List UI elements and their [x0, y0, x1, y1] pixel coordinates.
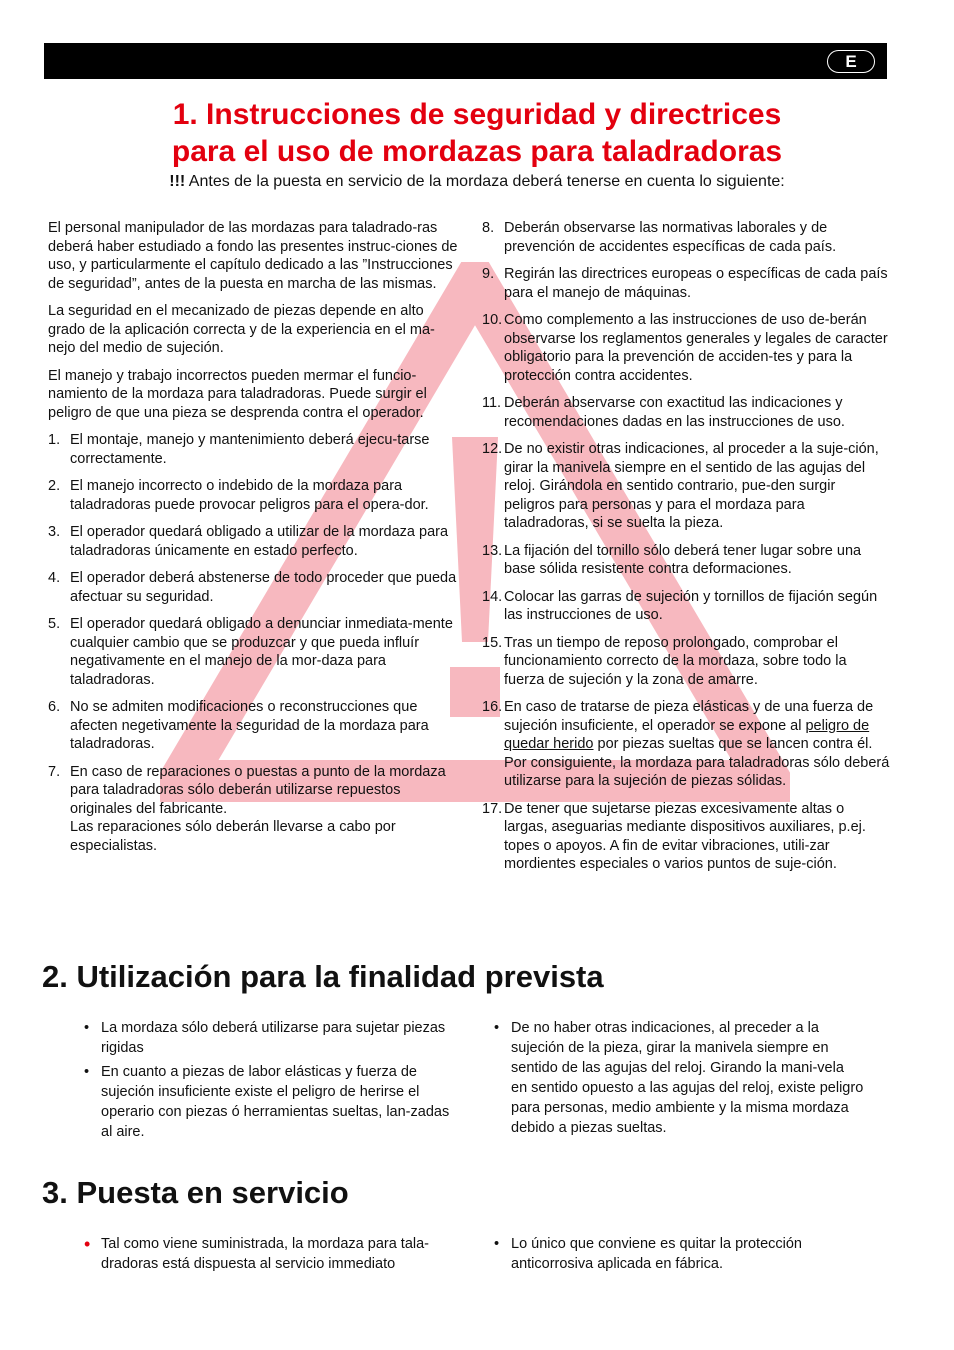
section1-title-line2: para el uso de mordazas para taladradoras — [171, 135, 783, 168]
list-item — [48, 477, 458, 514]
list-item — [482, 800, 890, 874]
bullet-item — [84, 1234, 464, 1274]
section2-left-list — [84, 1018, 464, 1146]
list-item — [482, 440, 890, 533]
item-number: 3. — [48, 524, 61, 540]
left-column — [48, 219, 458, 864]
section3-left-list — [84, 1234, 464, 1278]
item-number: 17. — [482, 800, 503, 817]
list-item — [482, 698, 890, 791]
bullet: • — [494, 1236, 500, 1252]
underlined-phrase: peligro de quedar herido — [504, 717, 870, 752]
item-text: No se admiten modificaciones o reconstrucciones que afecten negetivamente la seguridad de la mordaza para taladradoras. — [70, 699, 429, 752]
intro-note — [0, 172, 954, 192]
item-text: por piezas sueltas que se lancen contra él. Por consiguiente, la mordaza para taladradoras sólo deberá utilizarse para la sujeción de piezas sólidas. — [504, 736, 890, 789]
bullet: • — [84, 1064, 90, 1080]
item-text: El montaje, manejo y mantenimiento deberá ejecu-tarse correctamente. — [70, 432, 430, 467]
language-badge: E — [827, 50, 875, 73]
item-number: 5. — [48, 616, 61, 632]
list-item — [48, 523, 458, 560]
item-number: 9. — [482, 266, 495, 282]
list-item — [48, 431, 458, 468]
intro-text: Antes de la puesta en servicio de la mordaza deberá tenerse en cuenta lo siguiente: — [185, 173, 785, 190]
list-item — [482, 311, 890, 385]
item-text: De tener que sujetarse piezas excesivamente altas o largas, aseguarias mediante dispositivos auxiliares, p.ej. topes o apoyos. A fin de evitar vibraciones, utili-zar mordientes especiales o varios puntos de suje-ción. — [504, 800, 866, 872]
list-item — [482, 542, 890, 579]
red-bullet: • — [84, 1234, 91, 1254]
paragraph: El personal manipulador de las mordazas para taladrado-ras deberá haber estudiado a fondo las presentes instruc-ciones de uso, y particularmente el capítulo dedicado a las ”Instrucciones de seguridad”, antes de la puesta en marcha de las mismas. — [48, 220, 458, 292]
intro-mark: !!! — [169, 173, 186, 190]
item-text: En caso de reparaciones o puestas a punto de la mordaza para taladradoras sólo deberán utilizarse repuestos originales del fabricante. — [70, 763, 446, 817]
item-number: 2. — [48, 478, 61, 494]
bullet: • — [84, 1020, 90, 1036]
list-item — [48, 698, 458, 754]
list-item — [48, 615, 458, 689]
item-text: Tras un tiempo de reposo prolongado, comprobar el funcionamiento correcto de la mordaza, sobre todo la fuerza de sujeción y la zona de amarre. — [504, 634, 847, 688]
bullet-item — [84, 1062, 464, 1142]
bullet-text: Lo único que conviene es quitar la protección anticorrosiva aplicada en fábrica. — [511, 1236, 802, 1272]
item-text: El operador quedará obligado a denunciar inmediata-mente cualquier cambio que se produzcar y que pueda influír negativamente en el manejo de la mor-daza para taladradoras. — [70, 616, 453, 688]
item-text: Como complemento a las instrucciones de uso de-berán observarse los reglamentos generales y legales de caracter obligatorio para la prevención de acciden-tes y para la protección contra accidentes. — [504, 312, 888, 384]
list-item — [482, 265, 890, 302]
item-text: El manejo incorrecto o indebido de la mordaza para taladradoras puede provocar peligros para el opera-dor. — [70, 478, 429, 513]
section2-right-list — [494, 1018, 864, 1142]
item-number: 13. — [482, 542, 503, 559]
item-text: Colocar las garras de sujeción y tornillos de fijación según las instrucciones de uso. — [504, 588, 878, 623]
item-number: 15. — [482, 634, 503, 651]
item-text: Deberán abservarse con exactitud las indicaciones y recomendaciones dadas en las instrucciones de uso. — [504, 395, 845, 430]
list-item — [482, 219, 890, 256]
item-text: De no existir otras indicaciones, al proceder a la suje-ción, girar la manivela siempre en el sentido de las agujas del reloj. Girándola en sentido contrario, pue-den surgir peligros para personas y para el mordaza para taladradoras, si se suelta la pieza. — [504, 441, 879, 531]
bullet-text: La mordaza sólo deberá utilizarse para sujetar piezas rigidas — [101, 1020, 446, 1056]
list-item — [482, 634, 890, 690]
item-number: 7. — [48, 763, 61, 780]
section3-title: 3. Puesta en servicio — [42, 1175, 349, 1210]
item-text: En caso de tratarse de pieza elásticas y de una fuerza de sujeción insuficiente, el operador se expone al — [504, 699, 874, 734]
item-text: La fijación del tornillo sólo deberá tener lugar sobre una base sólida resistente contra deformaciones. — [504, 542, 862, 577]
item-number: 12. — [482, 441, 503, 457]
item-text: El operador deberá abstenerse de todo proceder que pueda afectuar su seguridad. — [70, 570, 457, 605]
item-number: 1. — [48, 432, 61, 448]
item-number: 8. — [482, 220, 495, 236]
list-item — [48, 763, 458, 856]
section1-title-line1: 1. Instrucciones de seguridad y directrices — [172, 98, 782, 131]
item-text: Deberán observarse las normativas laborales y de prevención de accidentes específicas de cada país. — [504, 220, 837, 255]
list-item — [482, 394, 890, 431]
item-number: 16. — [482, 699, 503, 715]
item-number: 11. — [482, 395, 502, 411]
item-number: 4. — [48, 570, 61, 586]
bullet-text: En cuanto a piezas de labor elásticas y fuerza de sujeción insuficiente existe el peligro de herirse el operario con piezas ó herramientas sueltas, lan-zadas al aire. — [101, 1064, 450, 1140]
paragraph: La seguridad en el mecanizado de piezas depende en alto grado de la aplicación correcta y de la experiencia en el ma-nejo del medio de sujeción. — [48, 303, 435, 356]
item-number: 14. — [482, 588, 503, 605]
item-text-continued: Las reparaciones sólo deberán llevarse a cabo por especialistas. — [70, 819, 396, 854]
section2-title: 2. Utilización para la finalidad prevista — [42, 959, 604, 994]
item-text: El operador quedará obligado a utilizar de la mordaza para taladradoras únicamente en estado perfecto. — [70, 524, 449, 559]
item-number: 10. — [482, 312, 503, 328]
bullet: • — [494, 1020, 500, 1036]
bullet-text: De no haber otras indicaciones, al preceder a la sujeción de la pieza, girar la manivela siempre en sentido de las agujas del reloj. Girando la mani-vela en sentido opuesto a las agujas del reloj, existe peligro para personas, medio ambiente y la misma mordaza debido a piezas sueltas. — [511, 1020, 864, 1136]
paragraph: El manejo y trabajo incorrectos pueden mermar el funcio-namiento de la mordaza para taladradoras. Puede surgir el peligro de que una pieza se desprenda contra el operador. — [48, 367, 427, 421]
bullet-text: Tal como viene suministrada, la mordaza para tala-dradoras está dispuesta al servicio immediato — [101, 1236, 430, 1272]
item-number: 6. — [48, 699, 61, 715]
bullet-item — [494, 1018, 864, 1138]
right-column — [482, 219, 890, 883]
bullet-item — [84, 1018, 464, 1058]
header-bar — [44, 43, 887, 79]
list-item — [48, 569, 458, 606]
bullet-item — [494, 1234, 864, 1274]
item-text: Regirán las directrices europeas o específicas de cada país para el manejo de máquinas. — [504, 266, 888, 301]
section3-right-list — [494, 1234, 864, 1278]
list-item — [482, 588, 890, 625]
